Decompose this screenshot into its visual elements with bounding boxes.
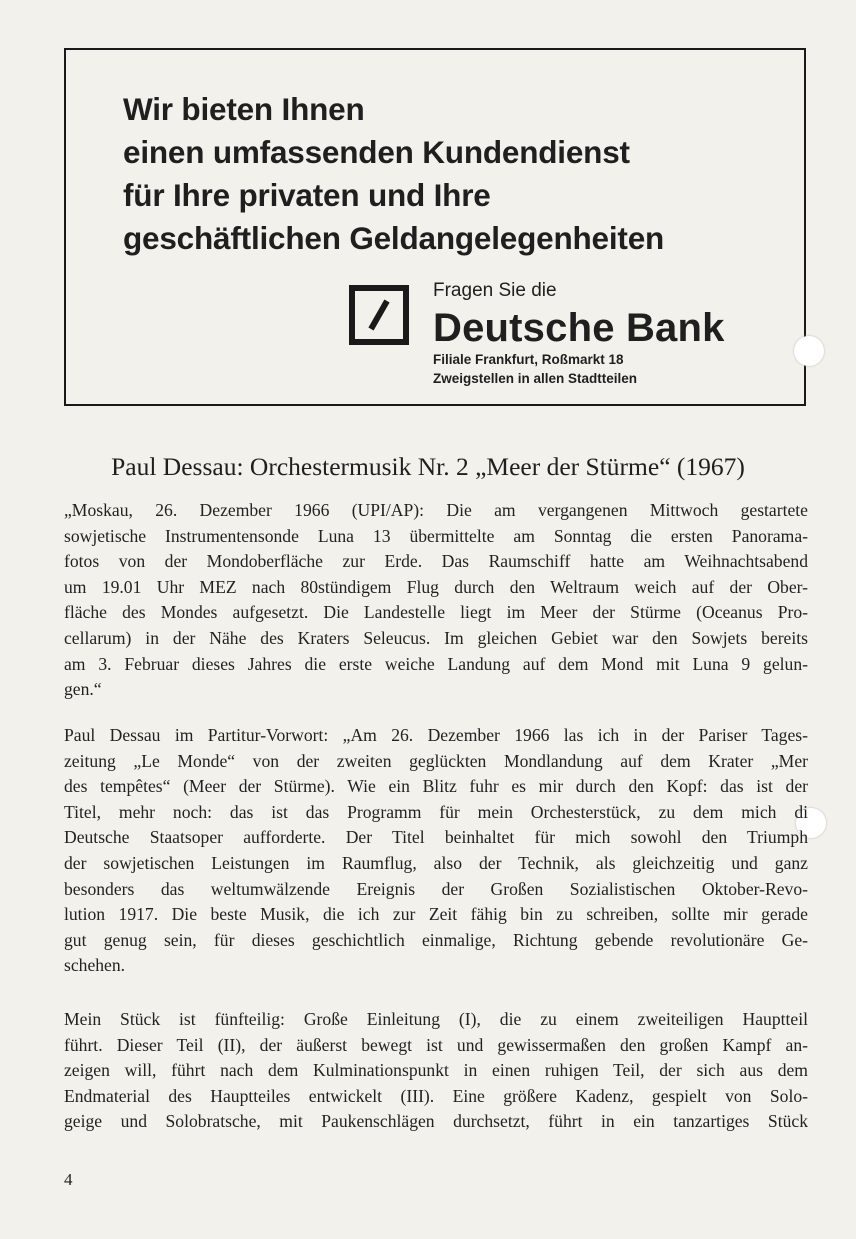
- text-line: der sowjetischen Leistungen im Raumflug, also der Technik, als gleichzeitig und ganz: [64, 852, 808, 873]
- paragraph-news-quote: [64, 498, 808, 703]
- paragraph-structure: [64, 1007, 808, 1135]
- text-line: am 3. Februar dieses Jahres die erste weiche Landung auf dem Mond mit Luna 9 gelun-: [64, 653, 808, 674]
- page-number: 4: [64, 1170, 73, 1189]
- text-line: sowjetische Instrumentensonde Luna 13 übermittelte am Sonntag die ersten Panorama-: [64, 525, 808, 546]
- text-line: um 19.01 Uhr MEZ nach 80stündigem Flug durch den Weltraum weich auf der Ober-: [64, 576, 808, 597]
- text-line: führt. Dieser Teil (II), der äußerst bewegt ist und gewissermaßen den großen Kampf an-: [64, 1034, 808, 1055]
- text-line: des tempêtes“ (Meer der Stürme). Wie ein Blitz fuhr es mir durch den Kopf: das ist der: [64, 776, 808, 797]
- logo-slash-icon: [355, 291, 403, 339]
- text-line: Paul Dessau im Partitur-Vorwort: „Am 26. Dezember 1966 las ich in der Pariser Tages-: [64, 725, 808, 745]
- branch-address: Filiale Frankfurt, Roßmarkt 18: [433, 352, 624, 367]
- bank-info: [433, 280, 725, 388]
- text-line: schehen.: [64, 955, 126, 976]
- article-title: Paul Dessau: Orchestermusik Nr. 2 „Meer der Stürme“ (1967): [111, 452, 745, 481]
- paragraph-preface: [64, 723, 808, 979]
- ad-headline-line: für Ihre privaten und Ihre: [123, 177, 491, 213]
- bank-advertisement: [64, 48, 806, 406]
- text-line: cellarum) in der Nähe des Kraters Seleucus. Im gleichen Gebiet war den Sowjets bereits: [64, 627, 808, 648]
- text-line: „Moskau, 26. Dezember 1966 (UPI/AP): Die am vergangenen Mittwoch gestartete: [64, 500, 808, 520]
- text-line: geige und Solobratsche, mit Paukenschlägen durchsetzt, führt in ein tanzartiges Stück: [64, 1111, 808, 1132]
- ask-line: Fragen Sie die: [433, 280, 557, 301]
- ad-headline: [123, 88, 664, 260]
- text-line: lution 1917. Die beste Musik, die ich zur Zeit fähig bin zu schreiben, sollte mir gerade: [64, 904, 808, 925]
- bank-name: Deutsche Bank: [433, 306, 725, 350]
- text-line: zeigen will, führt nach dem Kulminationspunkt in einen ruhigen Teil, der sich aus dem: [64, 1060, 808, 1081]
- ad-headline-line: geschäftlichen Geldangelegenheiten: [123, 220, 665, 256]
- text-line: fotos von der Mondoberfläche zur Erde. Das Raumschiff hatte am Weihnachtsabend: [64, 551, 808, 572]
- text-line: gen.“: [64, 679, 102, 700]
- text-line: Endmaterial des Hauptteiles entwickelt (III). Eine größere Kadenz, gespielt von Solo-: [64, 1085, 808, 1106]
- text-line: zeitung „Le Monde“ von der zweiten geglückten Mondlandung auf dem Krater „Mer: [64, 750, 808, 771]
- branch-locations: Zweigstellen in allen Stadtteilen: [433, 371, 638, 386]
- punch-hole: [794, 336, 824, 366]
- ad-headline-line: Wir bieten Ihnen: [123, 91, 365, 127]
- text-line: besonders das weltumwälzende Ereignis der Großen Sozialistischen Oktober-Revo-: [64, 878, 808, 899]
- text-line: gut genug sein, für dieses geschichtlich einmalige, Richtung gebende revolutionäre Ge-: [64, 929, 808, 950]
- deutsche-bank-logo-icon: [349, 285, 409, 345]
- text-line: Deutsche Staatsoper aufforderte. Der Titel beinhaltet für mich sowohl den Triumph: [64, 827, 808, 848]
- text-line: Mein Stück ist fünfteilig: Große Einleitung (I), die zu einem zweiteiligen Hauptteil: [64, 1009, 808, 1029]
- text-line: fläche des Mondes aufgesetzt. Die Landestelle liegt im Meer der Stürme (Oceanus Pro-: [64, 602, 808, 623]
- ad-headline-line: einen umfassenden Kundendienst: [123, 134, 630, 170]
- text-line: Titel, mehr noch: das ist das Programm für mein Orchesterstück, zu dem mich di: [64, 801, 808, 822]
